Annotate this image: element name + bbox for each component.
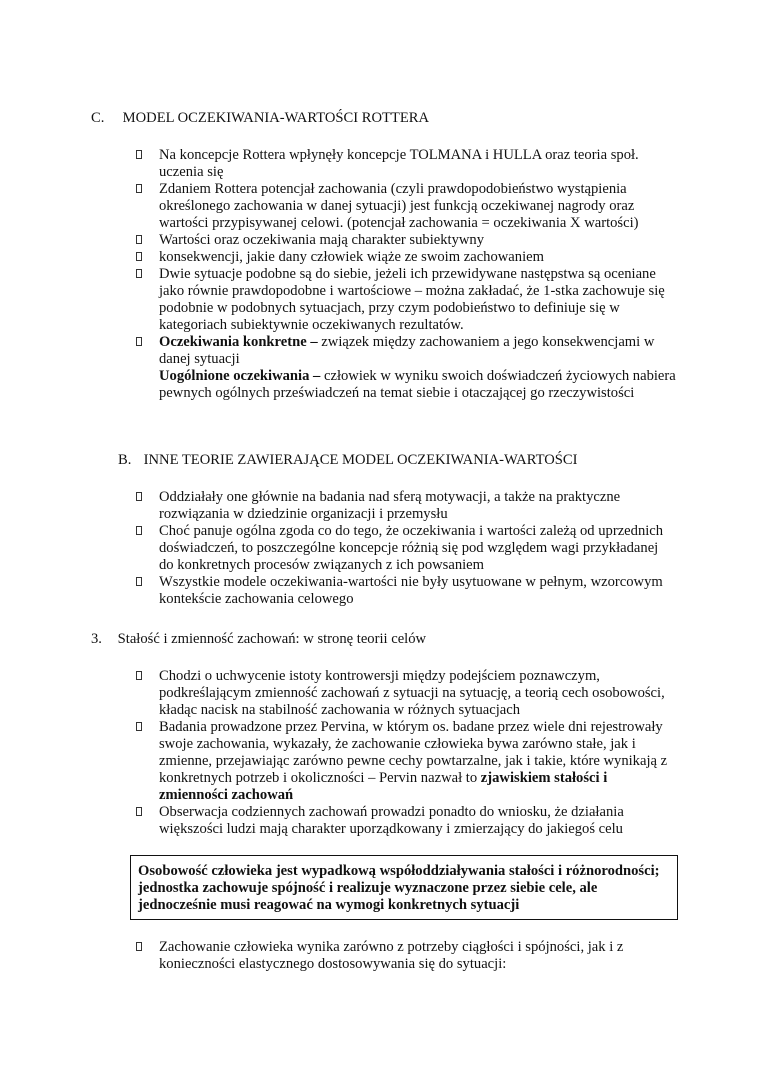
bullet-icon xyxy=(136,526,142,535)
bullet-icon xyxy=(136,942,142,951)
section-3-list xyxy=(136,668,676,838)
term-bold: zjawiskiem stałości i zmienności zachowań xyxy=(159,770,608,803)
summary-box: Osobowość człowieka jest wypadkową współoddziaływania stałości i różnorodności; jednostka zachowuje spójność i realizuje wyznaczone przez siebie cele, ale jednocześnie musi reagować na wymogi konkretnych sytuacji xyxy=(130,855,678,920)
list-item: Badania prowadzone przez Pervina, w którym os. badane przez wiele dni rejestrowały swoje zachowania, wykazały, że zachowanie człowieka bywa zarówno stałe, jak i zmienne, przejawiając zarówno pewne cechy powtarzalne, jak i takie, które wynikają z konkretnych potrzeb i okoliczności – Pervin nazwał to zjawiskiem stałości i zmienności zachowań xyxy=(136,719,676,804)
section-b-heading xyxy=(118,452,577,469)
list-item: Wszystkie modele oczekiwania-wartości nie były usytuowane w pełnym, wzorcowym kontekście zachowania celowego xyxy=(136,574,676,608)
section-b-number: B. xyxy=(118,452,132,468)
bullet-icon xyxy=(136,235,142,244)
section-3-number: 3. xyxy=(91,631,102,647)
term-bold: Uogólnione oczekiwania – xyxy=(159,368,321,384)
bullet-icon xyxy=(136,150,142,159)
term-bold: Oczekiwania konkretne – xyxy=(159,334,318,350)
list-item: Zdaniem Rottera potencjał zachowania (czyli prawdopodobieństwo wystąpienia określonego zachowania w danej sytuacji) jest funkcją oczekiwanej nagrody oraz wartości przypisywanej celowi. (potencjał zachowania = oczekiwania X wartości) xyxy=(136,181,676,232)
bullet-icon xyxy=(136,252,142,261)
section-b-list xyxy=(136,489,676,608)
list-item: Na koncepcje Rottera wpłynęły koncepcje TOLMANA i HULLA oraz teoria społ. uczenia się xyxy=(136,147,676,181)
bullet-icon xyxy=(136,671,142,680)
section-c-heading xyxy=(91,110,429,127)
list-item: Oddziałały one głównie na badania nad sferą motywacji, a także na praktyczne rozwiązania w dziedzinie organizacji i przemysłu xyxy=(136,489,676,523)
list-item: konsekwencji, jakie dany człowiek wiąże ze swoim zachowaniem xyxy=(136,249,676,266)
list-item: Uogólnione oczekiwania – człowiek w wyniku swoich doświadczeń życiowych nabiera pewnych ogólnych przeświadczeń na temat siebie i otaczającej go rzeczywistości xyxy=(159,368,676,401)
bullet-icon xyxy=(136,269,142,278)
section-b-title: INNE TEORIE ZAWIERAJĄCE MODEL OCZEKIWANIA-WARTOŚCI xyxy=(143,452,578,468)
list-item: Zachowanie człowieka wynika zarówno z potrzeby ciągłości i spójności, jak i z konieczności elastycznego dostosowywania się do sytuacji: xyxy=(136,939,676,973)
section-3-title: Stałość i zmienność zachowań: w stronę teorii celów xyxy=(117,631,427,647)
bullet-icon xyxy=(136,577,142,586)
section-c-number: C. xyxy=(91,110,105,126)
final-list xyxy=(136,939,676,973)
section-3-heading xyxy=(91,631,426,648)
bullet-icon xyxy=(136,722,142,731)
list-item: Dwie sytuacje podobne są do siebie, jeżeli ich przewidywane następstwa są oceniane jako równie prawdopodobne i wartościowe – można zakładać, że 1-stka zachowuje się podobnie w podobnych sytuacjach, przy czym podobieństwo to definiuje się w kategoriach subiektywnie oczekiwanych rezultatów. xyxy=(136,266,676,334)
list-item: Choć panuje ogólna zgoda co do tego, że oczekiwania i wartości zależą od uprzednich doświadczeń, to poszczególne koncepcje różnią się pod względem wagi przykładanej do konkretnych procesów związanych z ich powsaniem xyxy=(136,523,676,574)
list-item: Obserwacja codziennych zachowań prowadzi ponadto do wniosku, że działania większości ludzi mają charakter uporządkowany i zmierzający do jakiegoś celu xyxy=(136,804,676,838)
bullet-icon xyxy=(136,492,142,501)
list-item: Chodzi o uchwycenie istoty kontrowersji między podejściem poznawczym, podkreślającym zmienność zachowań z sytuacji na sytuację, a teorią cech osobowości, kładąc nacisk na stabilność zachowania w różnych sytuacjach xyxy=(136,668,676,719)
section-c-list xyxy=(136,147,676,402)
bullet-icon xyxy=(136,337,142,346)
list-item: Oczekiwania konkretne – związek między zachowaniem a jego konsekwencjami w danej sytuacji xyxy=(136,334,676,368)
section-c-title: MODEL OCZEKIWANIA-WARTOŚCI ROTTERA xyxy=(122,110,430,126)
bullet-icon xyxy=(136,184,142,193)
list-item: Wartości oraz oczekiwania mają charakter subiektywny xyxy=(136,232,676,249)
bullet-icon xyxy=(136,807,142,816)
